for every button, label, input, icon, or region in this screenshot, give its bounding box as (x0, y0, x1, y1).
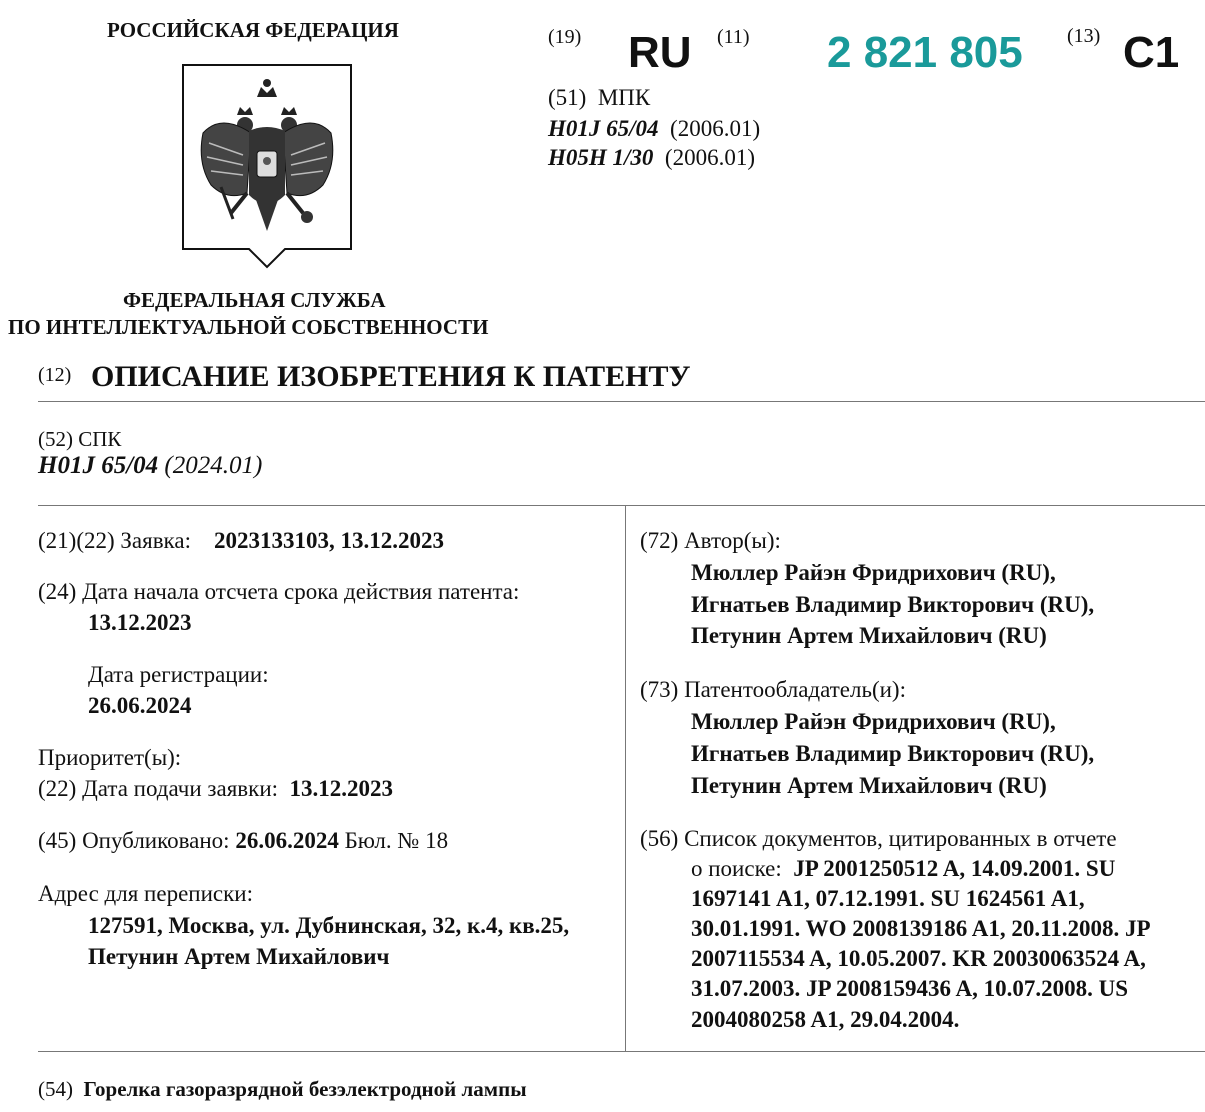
term-start-label: (24) Дата начала отсчета срока действия патента: (38, 579, 520, 604)
address-line2: Петунин Артем Михайлович (88, 944, 390, 969)
country-name: РОССИЙСКАЯ ФЕДЕРАЦИЯ (107, 18, 399, 42)
filing-value: 13.12.2023 (289, 776, 394, 801)
cpc-entry (38, 452, 262, 480)
citation-line: 30.01.1991. WO 2008139186 A1, 20.11.2008. JP (691, 916, 1151, 941)
inid-code-11: (11) (717, 26, 750, 48)
invention-title: Горелка газоразрядной безэлектродной лампы (83, 1077, 527, 1101)
inid-code-54: (54) (38, 1077, 73, 1101)
cpc-label: (52) СПК (38, 427, 122, 451)
application-value: 2023133103, 13.12.2023 (213, 528, 444, 553)
ipc-version: (2006.01) (664, 145, 755, 170)
citations-label: (56) Список документов, цитированных в отчете (640, 826, 1117, 851)
document-title: ОПИСАНИЕ ИЗОБРЕТЕНИЯ К ПАТЕНТУ (91, 360, 691, 393)
citation-line: 31.07.2003. JP 2008159436 A, 10.07.2008. US (691, 976, 1129, 1001)
divider (38, 401, 1205, 402)
country-code: RU (628, 28, 692, 77)
authors-label: (72) Автор(ы): (640, 528, 781, 553)
inid-code-12: (12) (38, 364, 72, 386)
term-start-value: 13.12.2023 (88, 610, 192, 635)
registration-label: Дата регистрации: (88, 662, 269, 687)
citation-line: 2007115534 A, 10.05.2007. KR 20030063524 A, (691, 946, 1146, 971)
divider (38, 1051, 1205, 1052)
address-line1: 127591, Москва, ул. Дубнинская, 32, к.4, кв.25, (88, 913, 570, 938)
application-row (38, 528, 444, 554)
patent-number: 2 821 805 (827, 28, 1023, 77)
published-label: (45) Опубликовано: (38, 828, 230, 853)
address-label: Адрес для переписки: (38, 881, 253, 906)
ipc-label: МПК (597, 85, 651, 110)
inid-code-51: (51) (548, 85, 587, 110)
column-divider (625, 506, 626, 1051)
author-item: Мюллер Райэн Фридрихович (RU), (691, 560, 1056, 585)
citations-label-cont: о поиске: (691, 856, 782, 881)
citations-first-line (691, 856, 1115, 882)
ipc-class: H01J 65/04 (548, 116, 659, 141)
kind-code: C1 (1123, 28, 1180, 77)
agency-name-line2: ПО ИНТЕЛЛЕКТУАЛЬНОЙ СОБСТВЕННОСТИ (8, 315, 489, 339)
ipc-code-label (548, 85, 650, 111)
inid-code-19: (19) (548, 26, 582, 48)
owner-item: Петунин Артем Михайлович (RU) (691, 773, 1047, 798)
priority-label: Приоритет(ы): (38, 745, 182, 770)
citation-line: 1697141 A1, 07.12.1991. SU 1624561 A1, (691, 886, 1085, 911)
published-value: 26.06.2024 (235, 828, 339, 853)
owners-label: (73) Патентообладатель(и): (640, 677, 906, 702)
cpc-class: H01J 65/04 (38, 452, 159, 479)
invention-title-row (38, 1077, 527, 1102)
ipc-version: (2006.01) (670, 116, 761, 141)
author-item: Игнатьев Владимир Викторович (RU), (691, 592, 1095, 617)
published-row (38, 828, 448, 854)
citation-line: 2004080258 A1, 29.04.2004. (691, 1007, 960, 1032)
ipc-entry (548, 145, 755, 171)
cpc-version: (2024.01) (164, 452, 263, 479)
coat-of-arms-emblem (181, 63, 353, 269)
ipc-entry (548, 116, 760, 142)
filing-label: (22) Дата подачи заявки: (38, 776, 279, 801)
owner-item: Мюллер Райэн Фридрихович (RU), (691, 709, 1056, 734)
bulletin: Бюл. № 18 (344, 828, 449, 853)
filing-row (38, 776, 393, 802)
divider (38, 505, 1205, 506)
author-item: Петунин Артем Михайлович (RU) (691, 623, 1047, 648)
registration-value: 26.06.2024 (88, 693, 192, 718)
citation-text: JP 2001250512 A, 14.09.2001. SU (793, 856, 1116, 881)
owner-item: Игнатьев Владимир Викторович (RU), (691, 741, 1095, 766)
inid-code-13: (13) (1067, 25, 1101, 47)
agency-name-line1: ФЕДЕРАЛЬНАЯ СЛУЖБА (123, 288, 386, 312)
ipc-class: H05H 1/30 (548, 145, 654, 170)
application-label: (21)(22) Заявка: (38, 528, 191, 553)
